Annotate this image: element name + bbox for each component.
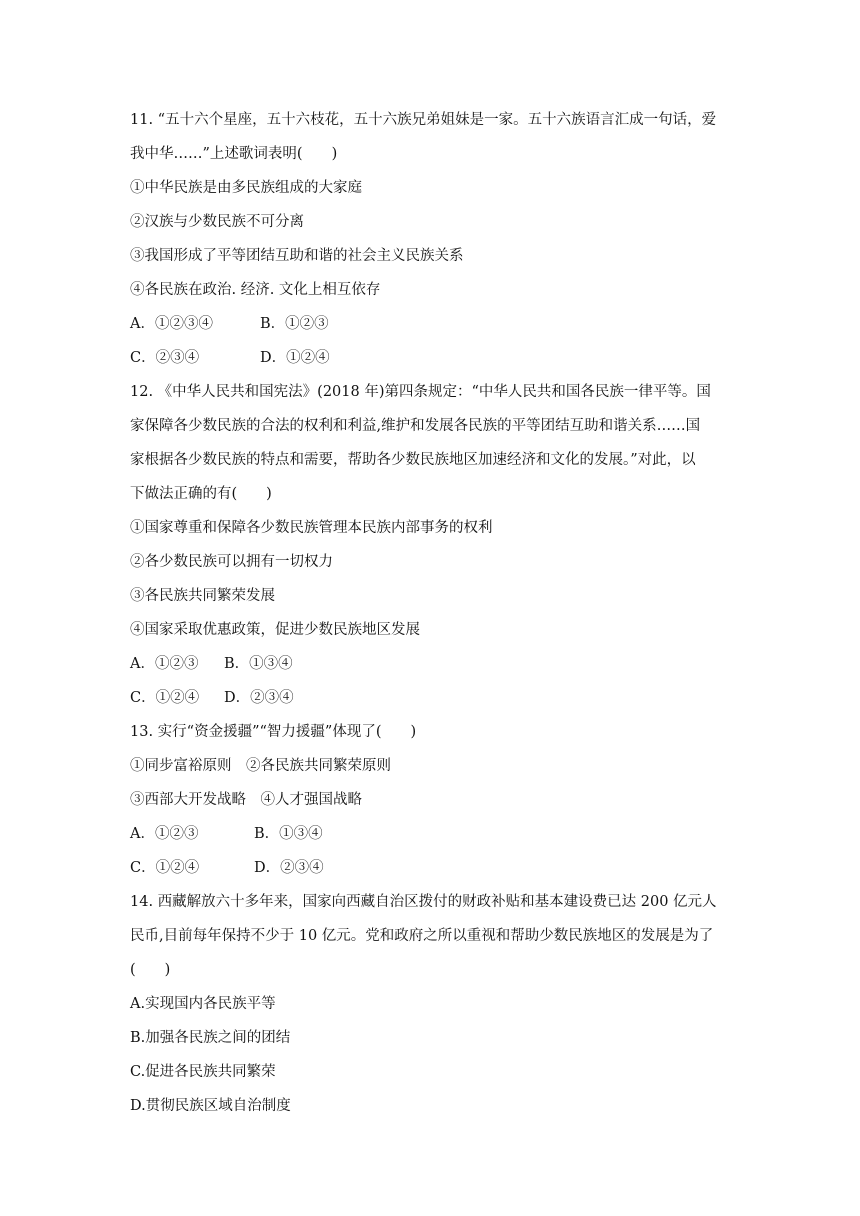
q13-item-line2: ③西部大开发战略 ④人才强国战略 — [130, 792, 362, 808]
q12-stem-line4: 下做法正确的有( ) — [130, 486, 272, 502]
q13-option-c: C．①②④ — [130, 860, 200, 876]
q14-stem-line2: 民币,目前每年保持不少于 10 亿元。党和政府之所以重视和帮助少数民族地区的发展是为了 — [130, 928, 714, 944]
q12-stem-line3: 家根据各少数民族的特点和需要，帮助各少数民族地区加速经济和文化的发展。”对此，以 — [130, 452, 696, 468]
q11-option-a: A．①②③④ — [130, 316, 213, 332]
q13-stem-line1: 13. 实行“资金援疆”“智力援疆”体现了( ) — [130, 724, 417, 740]
q13-options-row2 — [130, 858, 324, 878]
q12-option-b: B．①③④ — [224, 656, 293, 672]
q13-options-row1 — [130, 824, 323, 844]
q14-option-d: D.贯彻民族区域自治制度 — [130, 1098, 291, 1114]
q11-option-b: B．①②③ — [260, 316, 329, 332]
q13-option-b: B．①③④ — [254, 826, 323, 842]
q12-options-row1 — [130, 654, 293, 674]
q11-stem-line2: 我中华……”上述歌词表明( ) — [130, 146, 338, 162]
q11-stem-line1: 11. “五十六个星座，五十六枝花，五十六族兄弟姐妹是一家。五十六族语言汇成一句话，爱 — [130, 112, 717, 128]
q14-stem-line3: ( ) — [130, 962, 171, 978]
q13-item-line1: ①同步富裕原则 ②各民族共同繁荣原则 — [130, 758, 391, 774]
q11-option-d: D．①②④ — [260, 350, 330, 366]
q12-item-2: ②各少数民族可以拥有一切权力 — [130, 554, 333, 570]
q14-stem-line1: 14. 西藏解放六十多年来，国家向西藏自治区拨付的财政补贴和基本建设费已达 200 亿元人 — [130, 894, 717, 910]
q11-item-3: ③我国形成了平等团结互助和谐的社会主义民族关系 — [130, 248, 464, 264]
q14-option-a: A.实现国内各民族平等 — [130, 996, 276, 1012]
q11-options-row1 — [130, 314, 329, 334]
q14-option-c: C.促进各民族共同繁荣 — [130, 1064, 276, 1080]
q12-option-c: C．①②④ — [130, 690, 200, 706]
q14-option-b: B.加强各民族之间的团结 — [130, 1030, 291, 1046]
q12-stem-line1: 12. 《中华人民共和国宪法》(2018 年)第四条规定：“中华人民共和国各民族一律平等。国 — [130, 384, 711, 400]
q12-stem-line2: 家保障各少数民族的合法的权利和利益,维护和发展各民族的平等团结互助和谐关系……国 — [130, 418, 701, 434]
q12-option-a: A．①②③ — [130, 656, 199, 672]
q12-option-d: D．②③④ — [224, 690, 294, 706]
q13-option-d: D．②③④ — [254, 860, 324, 876]
q12-options-row2 — [130, 688, 294, 708]
q13-option-a: A．①②③ — [130, 826, 199, 842]
q12-item-1: ①国家尊重和保障各少数民族管理本民族内部事务的权利 — [130, 520, 493, 536]
q12-item-3: ③各民族共同繁荣发展 — [130, 588, 275, 604]
q11-item-1: ①中华民族是由多民族组成的大家庭 — [130, 180, 362, 196]
q11-item-4: ④各民族在政治. 经济. 文化上相互依存 — [130, 282, 381, 298]
q11-item-2: ②汉族与少数民族不可分离 — [130, 214, 304, 230]
q11-option-c: C．②③④ — [130, 350, 200, 366]
q12-item-4: ④国家采取优惠政策，促进少数民族地区发展 — [130, 622, 420, 638]
q11-options-row2 — [130, 348, 330, 368]
